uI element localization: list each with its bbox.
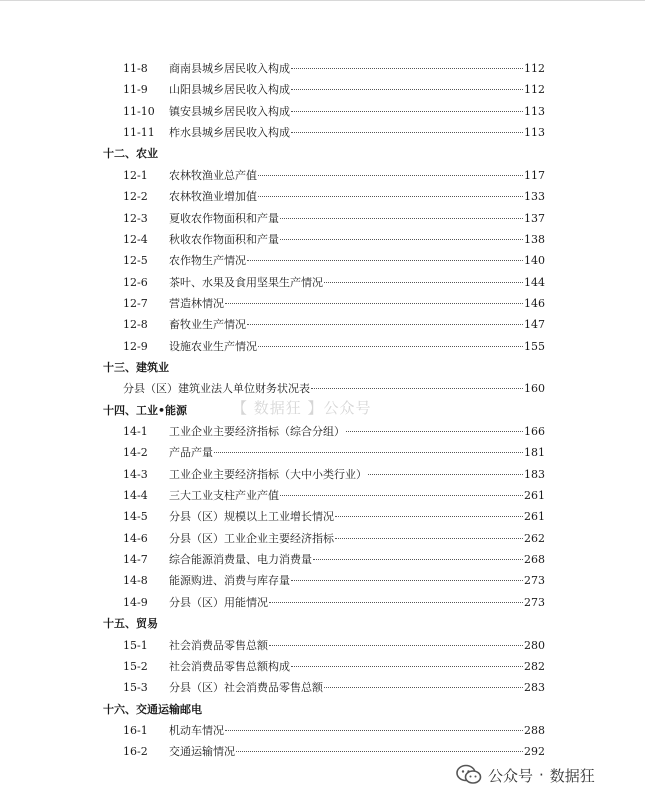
toc-entry[interactable] — [123, 486, 545, 506]
toc-entry-title: 分县（区）社会消费品零售总额 — [169, 681, 323, 695]
toc-entry-code: 14-1 — [123, 425, 148, 438]
toc-entry-title: 镇安县城乡居民收入构成 — [169, 104, 290, 118]
toc-entry-code: 15-1 — [123, 638, 148, 652]
toc-entry-title: 工业企业主要经济指标（综合分组） — [169, 425, 345, 438]
toc-entry-page-number: 273 — [524, 595, 545, 609]
dot-leader — [280, 239, 523, 240]
toc-entry-code: 12-5 — [123, 254, 148, 268]
toc-entry[interactable] — [123, 166, 545, 186]
toc-entry[interactable] — [123, 529, 545, 549]
dot-leader — [280, 218, 523, 219]
toc-entry-title: 秋收农作物面积和产量 — [169, 232, 279, 246]
toc-entry-page-number: 133 — [524, 190, 545, 204]
toc-entry-page-number: 273 — [524, 574, 545, 588]
dot-leader — [269, 645, 523, 646]
toc-entry[interactable] — [123, 678, 545, 698]
dot-leader — [324, 687, 523, 688]
toc-entry[interactable] — [123, 721, 545, 741]
dot-leader — [258, 175, 523, 176]
dot-leader — [236, 751, 523, 752]
toc-entry-title: 设施农业生产情况 — [169, 339, 257, 353]
toc-entry-title: 交通运输情况 — [169, 745, 235, 759]
toc-entry[interactable] — [123, 593, 545, 613]
toc-entry-code: 12-1 — [123, 168, 148, 182]
footer-attribution — [456, 763, 595, 787]
dot-leader — [291, 580, 523, 581]
toc-entry-page-number: 282 — [524, 659, 545, 673]
toc-entry-title: 山阳县城乡居民收入构成 — [169, 83, 290, 97]
dot-leader — [214, 452, 523, 453]
toc-entry-title: 畜牧业生产情况 — [169, 318, 246, 332]
toc-entry-title: 分县（区）建筑业法人单位财务状况表 — [123, 382, 310, 396]
toc-entry-title: 能源购进、消费与库存量 — [169, 574, 290, 588]
toc-entry-page-number: 113 — [524, 104, 545, 118]
dot-leader — [335, 516, 523, 517]
toc-entry-code: 12-8 — [123, 318, 148, 332]
toc-entry-code: 14-9 — [123, 595, 148, 609]
toc-entry-code: 15-3 — [123, 681, 148, 695]
dot-leader — [311, 388, 523, 389]
toc-entry[interactable] — [123, 742, 545, 762]
toc-entry-code: 12-7 — [123, 296, 148, 310]
footer-account-label: 公众号 — [488, 766, 534, 785]
toc-entry-title: 社会消费品零售总额构成 — [169, 659, 290, 673]
toc-entry[interactable] — [123, 657, 545, 677]
toc-entry-page-number: 112 — [524, 83, 545, 97]
dot-leader — [368, 474, 523, 475]
toc-entry-page-number: 146 — [524, 296, 545, 310]
toc-entry-code: 12-9 — [123, 339, 148, 353]
dot-leader — [335, 538, 523, 539]
toc-section-heading: 十六、交通运输邮电 — [103, 702, 202, 716]
dot-leader — [225, 303, 523, 304]
toc-entry[interactable] — [123, 507, 545, 527]
dot-leader — [258, 346, 523, 347]
toc-entry-title: 分县（区）用能情况 — [169, 595, 268, 609]
toc-entry[interactable] — [123, 337, 545, 357]
toc-entry-page-number: 144 — [524, 275, 545, 289]
toc-entry-code: 14-3 — [123, 467, 148, 481]
toc-entry-code: 11-11 — [123, 126, 155, 140]
dot-leader — [291, 89, 523, 90]
toc-entry-page-number: 160 — [524, 382, 545, 396]
wechat-icon — [456, 764, 482, 786]
footer-separator: · — [539, 766, 544, 784]
toc-section-heading: 十四、工业•能源 — [103, 403, 188, 417]
toc-entry-title: 农林牧渔业总产值 — [169, 168, 257, 182]
toc-entry-title: 分县（区）工业企业主要经济指标 — [169, 531, 334, 545]
toc-entry-page-number: 280 — [524, 638, 545, 652]
toc-entry-page-number: 117 — [524, 168, 545, 182]
dot-leader — [324, 282, 523, 283]
toc-section-heading: 十五、贸易 — [103, 617, 158, 631]
dot-leader — [291, 666, 523, 667]
toc-entry-code: 14-6 — [123, 531, 148, 545]
toc-entry-page-number: 140 — [524, 254, 545, 268]
toc-entry-page-number: 268 — [524, 553, 545, 566]
toc-entry[interactable] — [123, 422, 545, 442]
toc-entry-page-number: 261 — [524, 510, 545, 524]
toc-entry-page-number: 261 — [524, 489, 545, 502]
toc-entry-code: 11-9 — [123, 83, 148, 97]
toc-entry-title: 农林牧渔业增加值 — [169, 190, 257, 204]
toc-entry-page-number: 137 — [524, 211, 545, 225]
toc-entry-title: 社会消费品零售总额 — [169, 638, 268, 652]
toc-entry-title: 三大工业支柱产业产值 — [169, 489, 279, 502]
dot-leader — [291, 111, 523, 112]
dot-leader — [269, 602, 523, 603]
dot-leader — [291, 68, 523, 69]
toc-entry-title: 综合能源消费量、电力消费量 — [169, 553, 312, 566]
toc-entry[interactable] — [123, 294, 545, 314]
dot-leader — [313, 559, 523, 560]
toc-entry-code: 12-4 — [123, 232, 148, 246]
toc-entry[interactable] — [123, 251, 545, 271]
toc-entry-code: 12-6 — [123, 275, 148, 289]
toc-entry-page-number: 262 — [524, 531, 545, 545]
toc-section-heading: 十二、农业 — [103, 147, 158, 161]
toc-entry-page-number: 166 — [524, 425, 545, 438]
toc-entry[interactable] — [123, 465, 545, 485]
toc-entry[interactable] — [123, 187, 545, 207]
dot-leader — [247, 260, 523, 261]
dot-leader — [225, 730, 523, 731]
dot-leader — [247, 324, 523, 325]
toc-entry-code: 11-8 — [123, 62, 148, 75]
dot-leader — [258, 196, 523, 197]
toc-entry[interactable] — [123, 636, 545, 656]
toc-entry-code: 12-3 — [123, 211, 148, 225]
toc-entry-code: 11-10 — [123, 104, 155, 118]
toc-entry-title: 柞水县城乡居民收入构成 — [169, 126, 290, 140]
toc-entry-title: 茶叶、水果及食用坚果生产情况 — [169, 275, 323, 289]
toc-entry-title: 商南县城乡居民收入构成 — [169, 62, 290, 75]
toc-entry-code: 16-1 — [123, 723, 148, 737]
toc-entry-page-number: 138 — [524, 232, 545, 246]
toc-entry[interactable] — [123, 123, 545, 143]
toc-entry-code: 14-8 — [123, 574, 148, 588]
toc-entry-page-number: 288 — [524, 723, 545, 737]
toc-entry-code: 14-2 — [123, 446, 148, 460]
toc-section-heading: 十三、建筑业 — [103, 360, 169, 374]
toc-entry-page-number: 147 — [524, 318, 545, 332]
dot-leader — [346, 431, 523, 432]
toc-entry-page-number: 181 — [524, 446, 545, 460]
toc-entry-page-number: 112 — [524, 62, 545, 75]
toc-entry-code: 14-4 — [123, 489, 148, 502]
footer-account-name: 数据狂 — [549, 766, 595, 785]
toc-entry[interactable] — [123, 80, 545, 100]
toc-entry-page-number: 283 — [524, 681, 545, 695]
toc-entry-title: 分县（区）规模以上工业增长情况 — [169, 510, 334, 524]
toc-entry[interactable] — [123, 59, 545, 79]
toc-entry-title: 农作物生产情况 — [169, 254, 246, 268]
toc-entry-code: 15-2 — [123, 659, 148, 673]
toc-entry[interactable] — [123, 209, 545, 229]
toc-entry-code: 12-2 — [123, 190, 148, 204]
toc-entry-code: 16-2 — [123, 745, 148, 759]
toc-entry-page-number: 155 — [524, 339, 545, 353]
dot-leader — [291, 132, 523, 133]
toc-entry-title: 产品产量 — [169, 446, 213, 460]
toc-entry-title: 机动车情况 — [169, 723, 224, 737]
toc-entry[interactable] — [123, 315, 545, 335]
toc-entry-page-number: 183 — [524, 467, 545, 481]
watermark: 【 数据狂 】公众号 — [232, 399, 372, 417]
toc-entry[interactable] — [123, 550, 545, 570]
toc-entry-page-number: 113 — [524, 126, 545, 140]
toc-entry[interactable] — [123, 273, 545, 293]
toc-entry[interactable] — [123, 102, 545, 122]
toc-entry-code: 14-5 — [123, 510, 148, 524]
toc-entry[interactable] — [123, 443, 545, 463]
toc-entry-title: 营造林情况 — [169, 296, 224, 310]
toc-entry-code: 14-7 — [123, 553, 148, 566]
dot-leader — [280, 495, 523, 496]
toc-entry-title: 夏收农作物面积和产量 — [169, 211, 279, 225]
toc-entry-title: 工业企业主要经济指标（大中小类行业） — [169, 467, 367, 481]
toc-entry[interactable] — [123, 230, 545, 250]
toc-entry-page-number: 292 — [524, 745, 545, 759]
toc-entry[interactable] — [123, 571, 545, 591]
